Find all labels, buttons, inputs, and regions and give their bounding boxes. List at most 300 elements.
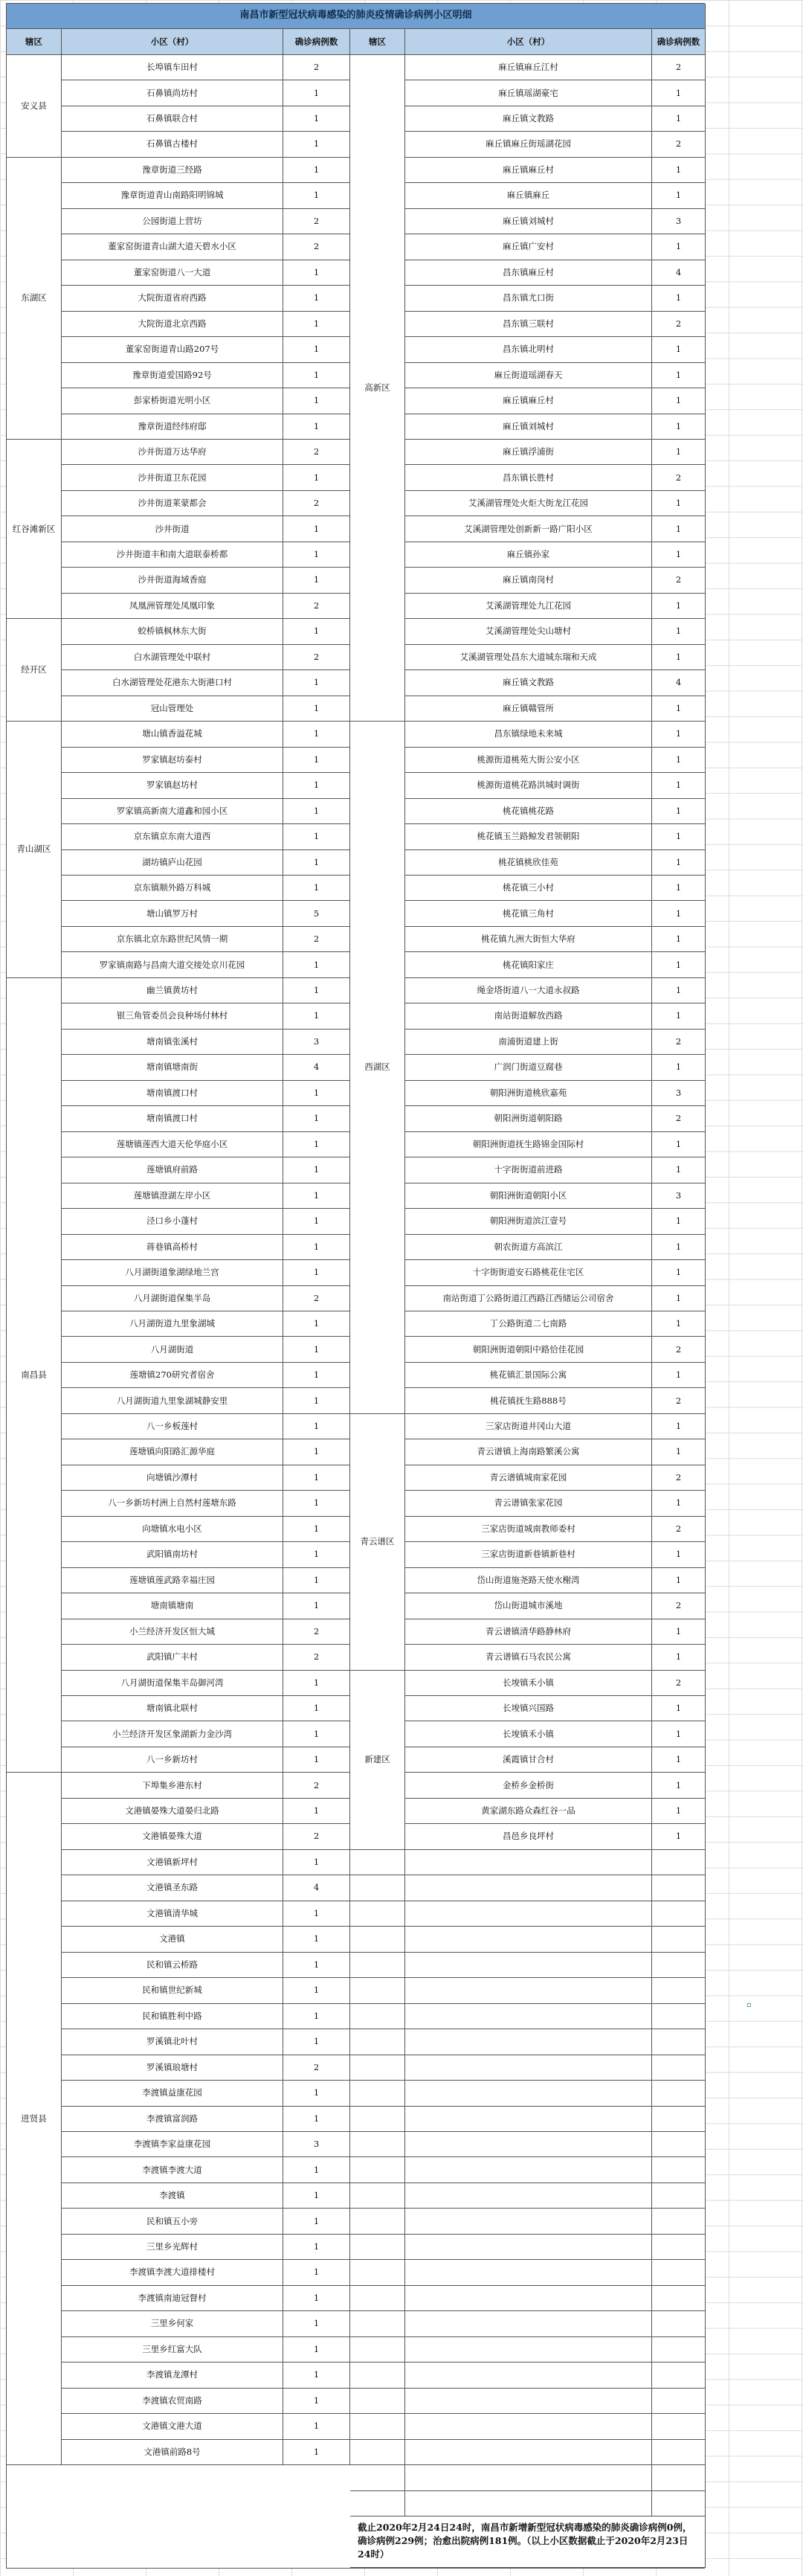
- right-community-cell: 麻丘镇文教路: [405, 670, 652, 696]
- left-community-cell: 八月湖街道保集半岛: [62, 1286, 283, 1311]
- left-community-cell: 长埠镇车田村: [62, 55, 283, 80]
- left-cases-cell: 1: [283, 1439, 350, 1465]
- empty-cell: [350, 1953, 405, 1978]
- right-cases-cell: 1: [652, 286, 706, 311]
- left-cases-cell: 1: [283, 2081, 350, 2106]
- right-cases-cell: 3: [652, 1081, 706, 1106]
- left-community-cell: 董家窑街道青山湖大道天碧水小区: [62, 234, 283, 260]
- left-cases-cell: 1: [283, 286, 350, 311]
- right-community-cell: 桃花镇玉兰路鲸发君领朝阳: [405, 824, 652, 849]
- left-cases-cell: 1: [283, 1850, 350, 1875]
- left-cases-cell: 2: [283, 491, 350, 516]
- right-community-cell: 桃花镇三小村: [405, 876, 652, 901]
- right-cases-cell: 1: [652, 1747, 706, 1773]
- right-cases-cell: 1: [652, 1311, 706, 1337]
- right-cases-cell: 1: [652, 1209, 706, 1234]
- footnote-text: 截止2020年2月24日24时，南昌市新增新型冠状病毒感染的肺炎确诊病例0例，确诊病例229例；治愈出院病例181例。（以上小区数据截止于2020年2月23日 24时）: [350, 2516, 706, 2568]
- right-community-cell: 青云谱镇张家花园: [405, 1491, 652, 1516]
- left-community-cell: 罗家镇赵坊村: [62, 773, 283, 798]
- left-community-cell: 文港镇晏殊大道: [62, 1824, 283, 1849]
- right-community-cell: 昌东镇长胜村: [405, 465, 652, 490]
- left-cases-cell: 2: [283, 2055, 350, 2081]
- right-cases-cell: 1: [652, 1799, 706, 1824]
- right-cases-cell: 1: [652, 1363, 706, 1388]
- right-community-cell: 桃花镇桃欣佳苑: [405, 850, 652, 876]
- empty-cell: [405, 2260, 652, 2285]
- right-community-cell: 朝阳洲街道朝阳小区: [405, 1183, 652, 1209]
- empty-cell: [652, 1927, 706, 1952]
- empty-cell: [405, 2132, 652, 2157]
- left-community-cell: 罗家镇赵坊泰村: [62, 748, 283, 773]
- left-cases-cell: 1: [283, 1363, 350, 1388]
- empty-cell: [652, 2157, 706, 2182]
- right-cases-cell: 1: [652, 876, 706, 901]
- left-community-cell: 李渡镇: [62, 2183, 283, 2209]
- right-community-cell: 朝阳洲街道抚生路锦金国际村: [405, 1132, 652, 1157]
- left-cases-cell: 2: [283, 594, 350, 619]
- right-community-cell: 南浦街道建上街: [405, 1030, 652, 1055]
- right-cases-cell: 1: [652, 901, 706, 926]
- left-cases-cell: 1: [283, 1081, 350, 1106]
- empty-cell: [652, 1953, 706, 1978]
- right-community-cell: 三家店街道新巷镇新巷村: [405, 1542, 652, 1567]
- empty-cell: [652, 1901, 706, 1927]
- left-cases-cell: 1: [283, 1696, 350, 1721]
- left-cases-cell: 1: [283, 260, 350, 286]
- right-cases-cell: 1: [652, 1157, 706, 1183]
- right-community-cell: 艾溪湖管理处九江花园: [405, 594, 652, 619]
- left-cases-cell: 1: [283, 516, 350, 542]
- right-community-cell: 麻丘镇麻丘江村: [405, 55, 652, 80]
- right-cases-cell: 2: [652, 1030, 706, 1055]
- left-community-cell: 石鼻镇古楼村: [62, 132, 283, 157]
- left-cases-cell: 1: [283, 158, 350, 183]
- left-community-cell: 白水湖管理处花港东大街港口村: [62, 670, 283, 696]
- right-community-cell: 青云谱镇上海南路繁溪公寓: [405, 1439, 652, 1465]
- left-cases-cell: 3: [283, 2132, 350, 2157]
- left-community-cell: 豫章街道青山南路阳明锦城: [62, 183, 283, 208]
- left-community-cell: 塘南镇渡口村: [62, 1081, 283, 1106]
- left-community-cell: 民和镇世纪新城: [62, 1978, 283, 2003]
- left-cases-cell: 1: [283, 388, 350, 414]
- right-cases-cell: 1: [652, 1645, 706, 1670]
- right-cases-cell: 1: [652, 1619, 706, 1645]
- empty-cell: [350, 1850, 405, 1875]
- right-district-cell: 西湖区: [350, 722, 405, 1414]
- right-district-cell: 青云谱区: [350, 1414, 405, 1671]
- cases-table: [6, 3, 705, 2569]
- left-community-cell: 沙井街道丰和南大道联泰桥都: [62, 542, 283, 568]
- left-cases-cell: 1: [283, 183, 350, 208]
- right-community-cell: 南站街道丁公路街道江西路江西储运公司宿舍: [405, 1286, 652, 1311]
- right-community-cell: 艾溪湖管理处创新新一路广阳小区: [405, 516, 652, 542]
- left-community-cell: 八月湖街道象湖绿地兰宫: [62, 1260, 283, 1285]
- left-cases-cell: 1: [283, 2440, 350, 2465]
- right-cases-cell: 2: [652, 1337, 706, 1362]
- left-community-cell: 塘南镇张溪村: [62, 1030, 283, 1055]
- right-community-cell: 三家店街道城南教师委村: [405, 1517, 652, 1542]
- right-community-cell: 广润门街道豆腐巷: [405, 1055, 652, 1080]
- left-cases-cell: 1: [283, 2235, 350, 2260]
- right-community-cell: 桃源街道桃苑大街公安小区: [405, 748, 652, 773]
- left-community-cell: 李渡镇农贸南路: [62, 2389, 283, 2414]
- left-cases-cell: 1: [283, 2183, 350, 2209]
- right-community-cell: 金桥乡金桥街: [405, 1773, 652, 1798]
- left-community-cell: 石鼻镇尚坊村: [62, 80, 283, 106]
- left-cases-cell: 2: [283, 1645, 350, 1670]
- right-cases-cell: 1: [652, 388, 706, 414]
- empty-cell: [405, 2055, 652, 2081]
- empty-cell: [405, 2081, 652, 2106]
- empty-cell: [405, 2465, 652, 2490]
- left-cases-cell: 1: [283, 2209, 350, 2234]
- left-cases-cell: 1: [283, 1953, 350, 1978]
- left-cases-cell: 1: [283, 1414, 350, 1439]
- right-community-cell: 麻丘镇赣管所: [405, 696, 652, 722]
- left-community-cell: 塘山镇香溢花城: [62, 722, 283, 747]
- empty-cell: [652, 2414, 706, 2439]
- left-district-cell: 东湖区: [7, 158, 62, 440]
- left-community-cell: 李渡镇益康花园: [62, 2081, 283, 2106]
- empty-cell: [350, 2337, 405, 2363]
- empty-cell: [350, 2286, 405, 2311]
- left-cases-cell: 1: [283, 2107, 350, 2132]
- right-cases-cell: 1: [652, 645, 706, 670]
- right-cases-cell: 1: [652, 1260, 706, 1285]
- right-community-cell: 黄家湖东路众森红谷一品: [405, 1799, 652, 1824]
- left-community-cell: 小兰经济开发区恒大城: [62, 1619, 283, 1645]
- left-community-cell: 文港镇清华城: [62, 1901, 283, 1927]
- empty-cell: [405, 1978, 652, 2003]
- left-cases-cell: 4: [283, 1055, 350, 1080]
- header-community-left: 小区（村）: [62, 29, 283, 54]
- right-cases-cell: 1: [652, 1542, 706, 1567]
- empty-cell: [350, 2389, 405, 2414]
- right-community-cell: 长埈镇禾小镇: [405, 1671, 652, 1696]
- left-community-cell: 莲塘镇府前路: [62, 1157, 283, 1183]
- left-community-cell: 塘南镇塘南: [62, 1593, 283, 1619]
- left-cases-cell: 1: [283, 1260, 350, 1285]
- left-cases-cell: 1: [283, 696, 350, 722]
- left-community-cell: 大院街道省府西路: [62, 286, 283, 311]
- left-community-cell: 莲塘镇向阳路汇源华庭: [62, 1439, 283, 1465]
- right-community-cell: 昌东镇三联村: [405, 312, 652, 337]
- left-community-cell: 向塘镇水电小区: [62, 1517, 283, 1542]
- right-community-cell: 长埈镇兴国路: [405, 1696, 652, 1721]
- empty-cell: [652, 2235, 706, 2260]
- right-community-cell: 十字街街道前进路: [405, 1157, 652, 1183]
- right-cases-cell: 2: [652, 1517, 706, 1542]
- left-community-cell: 白水湖管理处中联村: [62, 645, 283, 670]
- empty-cell: [405, 2491, 652, 2516]
- left-community-cell: 八月湖街道九里象湖城静安里: [62, 1388, 283, 1413]
- right-community-cell: 艾溪湖管理处火炬大街龙江花园: [405, 491, 652, 516]
- left-cases-cell: 2: [283, 927, 350, 952]
- left-cases-cell: 1: [283, 1337, 350, 1362]
- empty-cell: [405, 2157, 652, 2182]
- right-community-cell: 朝农街道方高滨江: [405, 1235, 652, 1260]
- empty-cell: [405, 2183, 652, 2209]
- left-cases-cell: 3: [283, 1030, 350, 1055]
- left-community-cell: 八月湖街道九里象湖城: [62, 1311, 283, 1337]
- left-cases-cell: 1: [283, 1901, 350, 1927]
- left-community-cell: 董家窑街道青山路207号: [62, 337, 283, 362]
- left-district-cell: 红谷滩新区: [7, 440, 62, 619]
- left-community-cell: 罗溪镇北叶村: [62, 2029, 283, 2055]
- right-cases-cell: 1: [652, 1132, 706, 1157]
- left-cases-cell: 1: [283, 876, 350, 901]
- right-cases-cell: 1: [652, 542, 706, 568]
- right-community-cell: 桃花镇九洲大街恒大华府: [405, 927, 652, 952]
- empty-cell: [652, 2107, 706, 2132]
- left-cases-cell: 1: [283, 337, 350, 362]
- right-cases-cell: 2: [652, 1388, 706, 1413]
- left-cases-cell: 1: [283, 2311, 350, 2336]
- left-cases-cell: 1: [283, 568, 350, 593]
- right-cases-cell: 1: [652, 516, 706, 542]
- right-cases-cell: 1: [652, 106, 706, 132]
- left-cases-cell: 1: [283, 952, 350, 977]
- left-cases-cell: 1: [283, 1183, 350, 1209]
- empty-cell: [652, 2209, 706, 2234]
- left-community-cell: 银三角管委员会良种场付林村: [62, 1003, 283, 1029]
- left-cases-cell: 1: [283, 1388, 350, 1413]
- left-cases-cell: 1: [283, 670, 350, 696]
- left-community-cell: 民和镇五小旁: [62, 2209, 283, 2234]
- right-community-cell: 溪霞镇甘合村: [405, 1747, 652, 1773]
- cell-marker: ▫: [746, 2001, 752, 2009]
- left-cases-cell: 2: [283, 1773, 350, 1798]
- left-community-cell: 幽兰镇黄坊村: [62, 978, 283, 1003]
- empty-cell: [652, 1850, 706, 1875]
- right-cases-cell: 1: [652, 363, 706, 388]
- left-cases-cell: 2: [283, 1286, 350, 1311]
- left-community-cell: 公园街道上营坊: [62, 209, 283, 234]
- left-community-cell: 文港镇圣东路: [62, 1875, 283, 1901]
- left-cases-cell: 1: [283, 2157, 350, 2182]
- empty-cell: [652, 2465, 706, 2490]
- empty-cell: [652, 2286, 706, 2311]
- left-cases-cell: 5: [283, 901, 350, 926]
- empty-cell: [652, 2055, 706, 2081]
- empty-cell: [405, 1953, 652, 1978]
- left-community-cell: 京东镇京东南大道西: [62, 824, 283, 849]
- left-cases-cell: 1: [283, 1978, 350, 2003]
- left-community-cell: 八月湖街道保集半岛御河湾: [62, 1671, 283, 1696]
- empty-cell: [350, 2260, 405, 2285]
- left-cases-cell: 1: [283, 1671, 350, 1696]
- left-community-cell: 豫章街道爱国路92号: [62, 363, 283, 388]
- left-district-cell: 安义县: [7, 55, 62, 158]
- right-district-cell: 新建区: [350, 1671, 405, 1850]
- right-cases-cell: 1: [652, 1696, 706, 1721]
- left-cases-cell: 1: [283, 414, 350, 440]
- left-community-cell: 文港镇: [62, 1927, 283, 1952]
- right-cases-cell: 3: [652, 1183, 706, 1209]
- left-community-cell: 小兰经济开发区象湖新力金沙湾: [62, 1721, 283, 1747]
- left-community-cell: 京东镇北京东路世纪风情一期: [62, 927, 283, 952]
- right-community-cell: 绳金塔街道八一大道永叔路: [405, 978, 652, 1003]
- right-community-cell: 麻丘镇刘城村: [405, 209, 652, 234]
- left-cases-cell: 2: [283, 1824, 350, 1849]
- right-cases-cell: 3: [652, 209, 706, 234]
- empty-cell: [350, 1875, 405, 1901]
- left-community-cell: 蒋巷镇高桥村: [62, 1235, 283, 1260]
- right-cases-cell: 2: [652, 132, 706, 157]
- right-community-cell: 昌邑乡良坪村: [405, 1824, 652, 1849]
- header-community-right: 小区（村）: [405, 29, 652, 54]
- left-cases-cell: 1: [283, 363, 350, 388]
- right-cases-cell: 1: [652, 1439, 706, 1465]
- right-cases-cell: 1: [652, 1721, 706, 1747]
- header-cases-left: 确诊病例数: [283, 29, 350, 54]
- empty-cell: [350, 2081, 405, 2106]
- left-cases-cell: 1: [283, 1747, 350, 1773]
- right-community-cell: 麻丘街道瑶湖春天: [405, 363, 652, 388]
- right-community-cell: 桃花镇三角村: [405, 901, 652, 926]
- empty-cell: [405, 2029, 652, 2055]
- left-community-cell: 石鼻镇联合村: [62, 106, 283, 132]
- right-cases-cell: 2: [652, 55, 706, 80]
- right-cases-cell: 1: [652, 1824, 706, 1849]
- left-cases-cell: 1: [283, 312, 350, 337]
- right-community-cell: 朝阳洲街道桃欣嘉苑: [405, 1081, 652, 1106]
- left-community-cell: 下埠集乡港东村: [62, 1773, 283, 1798]
- empty-cell: [350, 2209, 405, 2234]
- left-cases-cell: 1: [283, 1568, 350, 1593]
- right-community-cell: 青云谱镇城南家花园: [405, 1465, 652, 1491]
- empty-cell: [405, 2235, 652, 2260]
- left-community-cell: 塘南镇北联村: [62, 1696, 283, 1721]
- right-cases-cell: 1: [652, 594, 706, 619]
- right-community-cell: 岱山街道施尧路天使水榭湾: [405, 1568, 652, 1593]
- left-community-cell: 沙井街道莱蒙都会: [62, 491, 283, 516]
- left-community-cell: 八一乡新坊村洲上自然村莲塘东路: [62, 1491, 283, 1516]
- left-community-cell: 豫章街道三经路: [62, 158, 283, 183]
- left-community-cell: 董家窑街道八一大道: [62, 260, 283, 286]
- left-community-cell: 沙井街道万达华府: [62, 440, 283, 465]
- left-cases-cell: 1: [283, 132, 350, 157]
- left-community-cell: 李渡镇南迪冠督村: [62, 2286, 283, 2311]
- left-cases-cell: 1: [283, 722, 350, 747]
- left-community-cell: 民和镇云桥路: [62, 1953, 283, 1978]
- right-community-cell: 艾溪湖管理处昌东大道城东瑞和天成: [405, 645, 652, 670]
- left-community-cell: 湖坊镇庐山花园: [62, 850, 283, 876]
- empty-cell: [350, 2132, 405, 2157]
- right-cases-cell: 2: [652, 1106, 706, 1131]
- empty-cell: [350, 2004, 405, 2029]
- left-cases-cell: 2: [283, 645, 350, 670]
- empty-cell: [405, 2004, 652, 2029]
- right-community-cell: 麻丘镇广安村: [405, 234, 652, 260]
- empty-cell: [350, 2029, 405, 2055]
- left-community-cell: 武阳镇广丰村: [62, 1645, 283, 1670]
- right-cases-cell: 1: [652, 1286, 706, 1311]
- empty-cell: [350, 2414, 405, 2439]
- right-cases-cell: 1: [652, 491, 706, 516]
- right-community-cell: 桃花镇汇景国际公寓: [405, 1363, 652, 1388]
- empty-cell: [652, 2004, 706, 2029]
- right-community-cell: 青云谱镇清华路静林府: [405, 1619, 652, 1645]
- left-community-cell: 塘南镇渡口村: [62, 1106, 283, 1131]
- left-cases-cell: 1: [283, 80, 350, 106]
- left-cases-cell: 1: [283, 850, 350, 876]
- empty-cell: [405, 2363, 652, 2388]
- left-cases-cell: 1: [283, 1593, 350, 1619]
- right-community-cell: 昌东镇麻丘村: [405, 260, 652, 286]
- left-cases-cell: 1: [283, 2286, 350, 2311]
- empty-cell: [350, 1978, 405, 2003]
- empty-cell: [405, 2209, 652, 2234]
- empty-cell: [350, 2465, 405, 2490]
- left-community-cell: 塘山镇罗万村: [62, 901, 283, 926]
- left-community-cell: 罗家镇南路与昌南大道交接处京川花园: [62, 952, 283, 977]
- right-cases-cell: 2: [652, 465, 706, 490]
- left-community-cell: 蛟桥镇枫林东大街: [62, 619, 283, 644]
- left-community-cell: 莲塘镇莲武路幸福庄园: [62, 1568, 283, 1593]
- left-cases-cell: 2: [283, 234, 350, 260]
- header-district-left: 辖区: [7, 29, 62, 54]
- left-cases-cell: 2: [283, 1619, 350, 1645]
- empty-cell: [405, 2107, 652, 2132]
- left-cases-cell: 1: [283, 1927, 350, 1952]
- left-cases-cell: 1: [283, 465, 350, 490]
- empty-cell: [405, 2286, 652, 2311]
- left-community-cell: 沙井街道: [62, 516, 283, 542]
- left-cases-cell: 2: [283, 55, 350, 80]
- left-cases-cell: 1: [283, 2260, 350, 2285]
- right-cases-cell: 1: [652, 722, 706, 747]
- left-cases-cell: 2: [283, 209, 350, 234]
- left-cases-cell: 2: [283, 440, 350, 465]
- right-cases-cell: 1: [652, 1003, 706, 1029]
- empty-cell: [652, 2132, 706, 2157]
- left-community-cell: 罗家镇高新南大道鑫和园小区: [62, 799, 283, 824]
- left-community-cell: 文港镇晏殊大道晏归北路: [62, 1799, 283, 1824]
- right-cases-cell: 1: [652, 440, 706, 465]
- left-community-cell: 三里乡光辉村: [62, 2235, 283, 2260]
- left-community-cell: 莲塘镇270研究者宿舍: [62, 1363, 283, 1388]
- empty-cell: [405, 2337, 652, 2363]
- right-community-cell: 丁公路街道二七南路: [405, 1311, 652, 1337]
- empty-cell: [350, 2363, 405, 2388]
- header-cases-right: 确诊病例数: [652, 29, 706, 54]
- empty-cell: [350, 1927, 405, 1952]
- right-community-cell: 桃花镇阳家庄: [405, 952, 652, 977]
- right-community-cell: 桃花镇抚生路888号: [405, 1388, 652, 1413]
- empty-cell: [350, 2157, 405, 2182]
- left-cases-cell: 1: [283, 1209, 350, 1234]
- empty-cell: [652, 2183, 706, 2209]
- left-community-cell: 李渡镇李渡大道: [62, 2157, 283, 2182]
- empty-cell: [405, 1850, 652, 1875]
- right-district-cell: 高新区: [350, 55, 405, 722]
- left-cases-cell: 1: [283, 542, 350, 568]
- left-cases-cell: 1: [283, 748, 350, 773]
- left-cases-cell: 1: [283, 1106, 350, 1131]
- right-cases-cell: 2: [652, 568, 706, 593]
- empty-cell: [652, 2081, 706, 2106]
- right-cases-cell: 4: [652, 260, 706, 286]
- empty-cell: [350, 2235, 405, 2260]
- left-cases-cell: 1: [283, 2029, 350, 2055]
- table-title: 南昌市新型冠状病毒感染的肺炎疫情确诊病例小区明细: [7, 4, 706, 29]
- left-community-cell: 大院街道北京西路: [62, 312, 283, 337]
- left-community-cell: 京东镇顺外路万科城: [62, 876, 283, 901]
- right-community-cell: 桃源街道桃花路洪城时调街: [405, 773, 652, 798]
- empty-cell: [405, 1901, 652, 1927]
- right-cases-cell: 1: [652, 337, 706, 362]
